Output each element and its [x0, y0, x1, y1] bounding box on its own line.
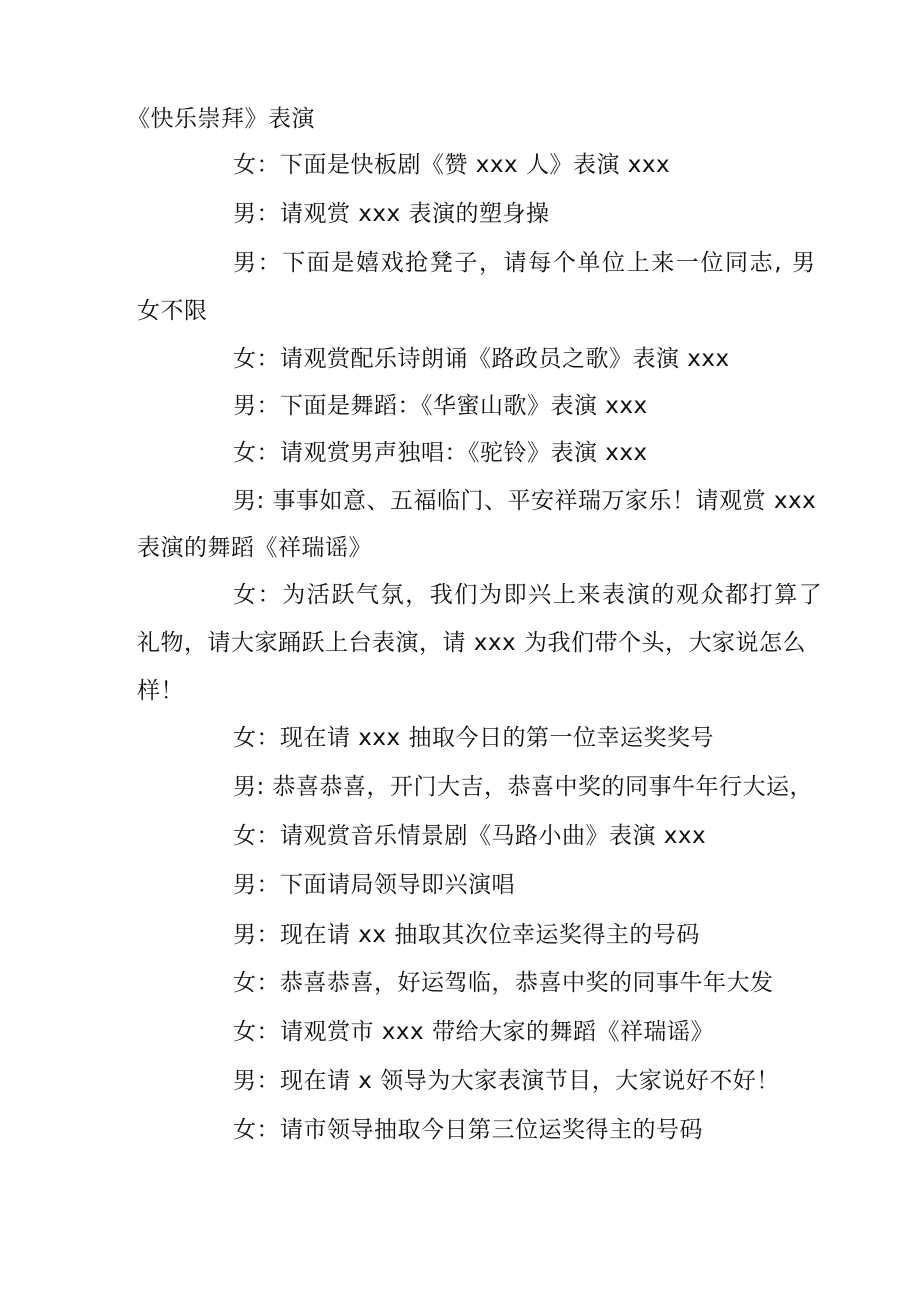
paragraph-line: 表演的舞蹈《祥瑞谣》: [137, 535, 372, 561]
paragraph-line: 男：现在请 xx 抽取其次位幸运奖得主的号码: [233, 922, 700, 948]
paragraph-line: 女：恭喜恭喜，好运驾临，恭喜中奖的同事牛年大发: [233, 970, 774, 996]
paragraph-line: 女：为活跃气氛，我们为即兴上来表演的观众都打算了: [233, 582, 824, 608]
paragraph-line: 女：请市领导抽取今日第三位运奖得主的号码: [233, 1117, 703, 1143]
paragraph-line: 礼物，请大家踊跃上台表演，请 xxx 为我们带个头，大家说怎么: [137, 630, 806, 656]
paragraph-line: 男: 恭喜恭喜，开门大吉，恭喜中奖的同事牛年行大运，: [233, 774, 814, 800]
paragraph-line: 男：下面是嬉戏抢凳子，请每个单位上来一位同志, 男: [233, 250, 817, 276]
paragraph-line: 女：请观赏音乐情景剧《马路小曲》表演 xxx: [233, 823, 707, 849]
paragraph-line: 男：现在请 x 领导为大家表演节目，大家说好不好！: [233, 1068, 780, 1094]
paragraph-line: 样！: [137, 678, 184, 704]
paragraph-line: 《快乐崇拜》表演: [127, 106, 315, 132]
paragraph-line: 男：下面是舞蹈：《华蜜山歌》表演 xxx: [233, 393, 648, 419]
paragraph-line: 女：请观赏市 xxx 带给大家的舞蹈《祥瑞谣》: [233, 1019, 714, 1045]
paragraph-line: 女：现在请 xxx 抽取今日的第一位幸运奖奖号: [233, 725, 714, 751]
paragraph-line: 男：请观赏 xxx 表演的塑身操: [233, 201, 550, 227]
paragraph-line: 女：请观赏男声独唱：《驼铃》表演 xxx: [233, 440, 648, 466]
paragraph-line: 女不限: [137, 298, 208, 324]
paragraph-line: 女：请观赏配乐诗朗诵《路政员之歌》表演 xxx: [233, 346, 730, 372]
paragraph-line: 男: 事事如意、五福临门、平安祥瑞万家乐！请观赏 xxx: [233, 488, 817, 514]
paragraph-line: 男：下面请局领导即兴演唱: [233, 872, 515, 898]
paragraph-line: 女：下面是快板剧《赞 xxx 人》表演 xxx: [233, 152, 671, 178]
